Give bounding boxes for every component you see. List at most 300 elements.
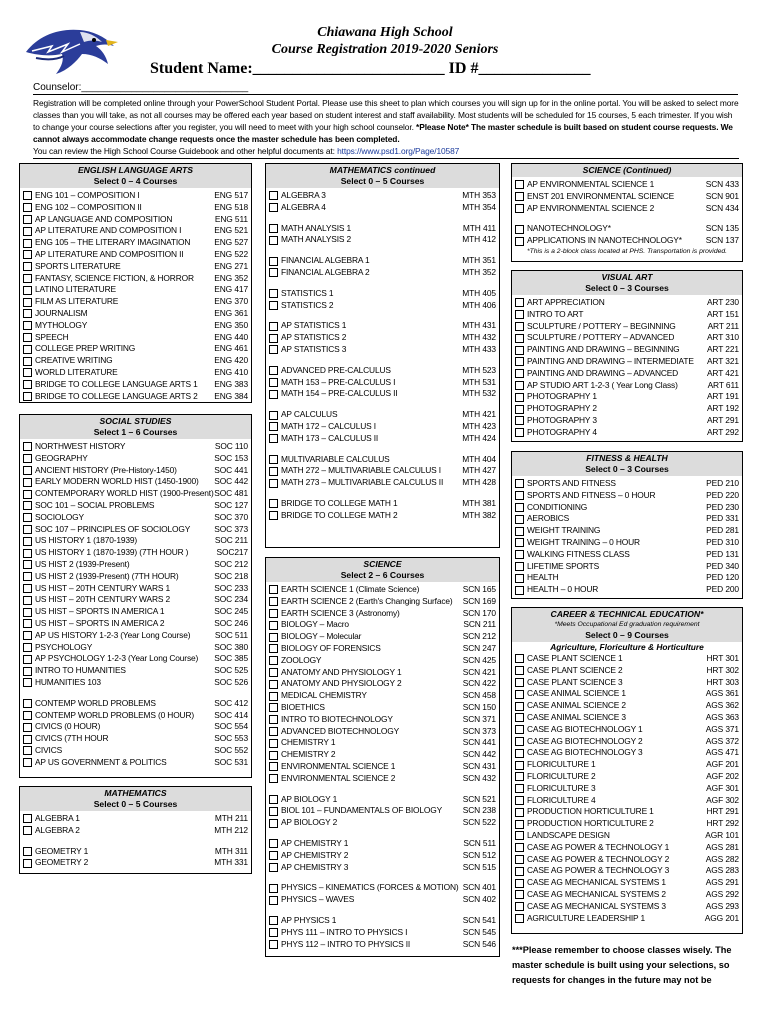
course-checkbox[interactable]	[23, 309, 32, 318]
course-row	[23, 825, 248, 837]
course-checkbox[interactable]	[23, 572, 32, 581]
course-row	[23, 512, 248, 524]
course-checkbox[interactable]	[269, 727, 278, 736]
course-checkbox[interactable]	[23, 699, 32, 708]
course-name: AP CALCULUS	[281, 409, 338, 420]
course-checkbox[interactable]	[515, 867, 524, 876]
course-checkbox[interactable]	[23, 227, 32, 236]
course-code: AGS 291	[705, 877, 739, 888]
course-name: AP STATISTICS 2	[281, 332, 347, 343]
course-checkbox[interactable]	[269, 656, 278, 665]
course-checkbox[interactable]	[23, 501, 32, 510]
course-name: ART APPRECIATION	[527, 297, 605, 307]
course-checkbox[interactable]	[515, 902, 524, 911]
course-checkbox[interactable]	[515, 550, 524, 559]
course-checkbox[interactable]	[23, 608, 32, 617]
course-checkbox[interactable]	[515, 690, 524, 699]
course-checkbox[interactable]	[515, 725, 524, 734]
course-row	[269, 794, 496, 806]
course-name: CASE PLANT SCIENCE 3	[527, 676, 623, 687]
course-checkbox[interactable]	[515, 843, 524, 852]
course-checkbox[interactable]	[269, 739, 278, 748]
counselor-field[interactable]: Counselor:______________________________	[33, 82, 249, 93]
course-checkbox[interactable]	[23, 239, 32, 248]
course-checkbox[interactable]	[515, 914, 524, 923]
course-code: AGS 372	[705, 735, 739, 746]
course-name: PAINTING AND DRAWING – ADVANCED	[527, 367, 679, 378]
course-name: GEOMETRY 2	[35, 857, 89, 868]
section-title: SOCIAL STUDIES	[99, 416, 172, 426]
spacer	[269, 489, 496, 498]
course-checkbox[interactable]	[23, 357, 32, 366]
course-code: SCN 421	[462, 666, 496, 677]
course-row	[515, 665, 739, 677]
course-code: AGR 101	[705, 829, 739, 840]
course-checkbox[interactable]	[23, 321, 32, 330]
course-checkbox[interactable]	[515, 737, 524, 746]
course-checkbox[interactable]	[515, 204, 524, 213]
course-code: MTH 353	[462, 190, 496, 200]
course-checkbox[interactable]	[515, 820, 524, 829]
course-code: AGS 371	[705, 723, 739, 734]
course-row	[515, 771, 739, 783]
course-checkbox[interactable]	[23, 584, 32, 593]
course-row	[515, 537, 739, 549]
course-code: SCN 434	[705, 202, 739, 213]
course-row	[515, 677, 739, 689]
course-checkbox[interactable]	[269, 236, 278, 245]
course-name: CREATIVE WRITING	[35, 355, 113, 366]
course-checkbox[interactable]	[515, 562, 524, 571]
course-row	[515, 191, 739, 203]
course-code: ART 221	[706, 344, 739, 355]
course-row	[515, 391, 739, 403]
course-checkbox[interactable]	[23, 735, 32, 744]
course-checkbox[interactable]	[23, 549, 32, 558]
course-name: US HIST 2 (1939-Present)	[35, 558, 130, 569]
course-name: CONDITIONING	[527, 501, 588, 512]
course-row	[269, 477, 496, 489]
course-row	[269, 643, 496, 655]
course-checkbox[interactable]	[269, 224, 278, 233]
course-checkbox[interactable]	[515, 772, 524, 781]
course-checkbox[interactable]	[23, 678, 32, 687]
course-row	[269, 288, 496, 300]
title-block	[140, 24, 630, 58]
course-checkbox[interactable]	[23, 711, 32, 720]
course-name: INTRO TO HUMANITIES	[35, 665, 126, 676]
course-checkbox[interactable]	[269, 434, 278, 443]
course-checkbox[interactable]	[23, 286, 32, 295]
course-checkbox[interactable]	[515, 515, 524, 524]
course-checkbox[interactable]	[515, 180, 524, 189]
course-name: LATINO LITERATURE	[35, 284, 116, 295]
course-code: ENG 518	[214, 201, 248, 212]
student-name-id-field[interactable]: Student Name:________________________ ID #______________	[150, 60, 591, 77]
course-checkbox[interactable]	[269, 680, 278, 689]
course-code: SCN 546	[462, 938, 496, 949]
course-checkbox[interactable]	[515, 346, 524, 355]
course-checkbox[interactable]	[269, 289, 278, 298]
course-checkbox[interactable]	[269, 268, 278, 277]
course-name: AP BIOLOGY 2	[281, 817, 338, 828]
course-name: PHYS 111 – INTRO TO PHYSICS I	[281, 926, 408, 937]
course-name: AP CHEMISTRY 3	[281, 861, 349, 872]
course-checkbox[interactable]	[269, 819, 278, 828]
course-code: PED 120	[706, 572, 739, 583]
course-code: SOC 246	[214, 617, 248, 628]
course-name: WEIGHT TRAINING	[527, 525, 601, 536]
course-checkbox[interactable]	[23, 368, 32, 377]
course-checkbox[interactable]	[515, 761, 524, 770]
course-checkbox[interactable]	[269, 203, 278, 212]
course-code: MTH 423	[462, 420, 496, 431]
course-row	[515, 427, 739, 439]
course-code: ENG 461	[214, 343, 248, 354]
course-row	[269, 915, 496, 927]
course-row	[23, 249, 248, 261]
guidebook-link[interactable]: https://www.psd1.org/Page/10587	[337, 146, 460, 156]
course-code: PED 210	[706, 478, 739, 488]
course-checkbox[interactable]	[23, 345, 32, 354]
spacer	[269, 829, 496, 838]
course-checkbox[interactable]	[269, 345, 278, 354]
course-name: CASE AG BIOTECHNOLOGY 2	[527, 735, 643, 746]
course-checkbox[interactable]	[269, 795, 278, 804]
course-checkbox[interactable]	[515, 855, 524, 864]
course-checkbox[interactable]	[23, 631, 32, 640]
course-name: FLORICULTURE 1	[527, 759, 596, 770]
course-checkbox[interactable]	[515, 369, 524, 378]
course-row	[515, 712, 739, 724]
section-subtitle: Select 0 – 4 Courses	[93, 176, 178, 186]
course-checkbox[interactable]	[23, 596, 32, 605]
course-checkbox[interactable]	[23, 478, 32, 487]
course-checkbox[interactable]	[269, 928, 278, 937]
course-code: HRT 292	[706, 818, 739, 829]
course-row	[269, 344, 496, 356]
course-code: SCN 165	[462, 584, 496, 594]
course-checkbox[interactable]	[269, 191, 278, 200]
course-checkbox[interactable]	[23, 392, 32, 401]
course-checkbox[interactable]	[269, 585, 278, 594]
course-checkbox[interactable]	[515, 381, 524, 390]
course-code: SCN 238	[462, 805, 496, 816]
course-name: MATH 173 – CALCULUS II	[281, 432, 379, 443]
course-checkbox[interactable]	[23, 380, 32, 389]
course-checkbox[interactable]	[515, 192, 524, 201]
course-name: AP LANGUAGE AND COMPOSITION	[35, 213, 173, 224]
course-code: MTH 331	[214, 857, 248, 868]
course-checkbox[interactable]	[269, 644, 278, 653]
course-name: BIOLOGY – Macro	[281, 619, 349, 630]
course-checkbox[interactable]	[269, 390, 278, 399]
course-code: SOC 553	[214, 733, 248, 744]
section-career-technical	[511, 607, 743, 934]
course-row	[269, 223, 496, 235]
course-row	[23, 225, 248, 237]
course-checkbox[interactable]	[515, 713, 524, 722]
course-name: FANTASY, SCIENCE FICTION, & HORROR	[35, 272, 194, 283]
course-checkbox[interactable]	[515, 879, 524, 888]
course-row	[269, 510, 496, 522]
course-row	[269, 817, 496, 829]
course-checkbox[interactable]	[515, 479, 524, 488]
course-row	[23, 745, 248, 757]
intro-note-bold: *Please Note* The master schedule is built based on student course requests. We cannot always accommodate change requests once the master schedule has been completed.	[33, 122, 733, 144]
course-code: AGS 471	[705, 747, 739, 758]
course-code: ENG 420	[214, 355, 248, 366]
spacer	[269, 785, 496, 794]
course-code: HRT 303	[706, 676, 739, 687]
course-checkbox[interactable]	[269, 334, 278, 343]
course-row	[23, 343, 248, 355]
course-checkbox[interactable]	[515, 586, 524, 595]
course-code: SOC 414	[214, 709, 248, 720]
course-code: AGF 302	[706, 794, 739, 805]
course-checkbox[interactable]	[269, 301, 278, 310]
course-checkbox[interactable]	[269, 692, 278, 701]
course-row	[515, 877, 739, 889]
course-checkbox[interactable]	[269, 511, 278, 520]
course-checkbox[interactable]	[269, 411, 278, 420]
course-code: MTH 431	[462, 320, 496, 331]
course-checkbox[interactable]	[23, 203, 32, 212]
course-checkbox[interactable]	[269, 703, 278, 712]
course-checkbox[interactable]	[23, 525, 32, 534]
course-checkbox[interactable]	[23, 619, 32, 628]
course-code: ENG 521	[214, 225, 248, 236]
section-fitness-health	[511, 451, 743, 599]
course-checkbox[interactable]	[23, 490, 32, 499]
course-checkbox[interactable]	[23, 537, 32, 546]
course-checkbox[interactable]	[269, 839, 278, 848]
course-list	[512, 476, 742, 598]
course-row	[515, 513, 739, 525]
course-name: US HIST – SPORTS IN AMERICA 2	[35, 617, 165, 628]
course-row	[269, 332, 496, 344]
course-code: SCN 515	[462, 861, 496, 872]
course-name: FINANCIAL ALGEBRA 2	[281, 266, 370, 277]
course-row	[269, 190, 496, 202]
course-row	[515, 203, 739, 215]
course-checkbox[interactable]	[269, 455, 278, 464]
course-code: SOC 380	[214, 641, 248, 652]
course-checkbox[interactable]	[269, 940, 278, 949]
course-code: SCN 373	[462, 725, 496, 736]
course-checkbox[interactable]	[23, 746, 32, 755]
course-checkbox[interactable]	[23, 466, 32, 475]
course-checkbox[interactable]	[515, 808, 524, 817]
course-code: SCN 512	[462, 849, 496, 860]
course-code: HRT 301	[706, 653, 739, 663]
course-code: SOC 153	[214, 452, 248, 463]
course-checkbox[interactable]	[269, 597, 278, 606]
course-name: ADVANCED PRE-CALCULUS	[281, 364, 391, 375]
course-list	[512, 295, 742, 441]
course-checkbox[interactable]	[269, 467, 278, 476]
course-checkbox[interactable]	[23, 274, 32, 283]
course-name: MULTIVARIABLE CALCULUS	[281, 453, 390, 464]
course-checkbox[interactable]	[23, 667, 32, 676]
course-code: MTH 406	[462, 299, 496, 310]
course-name: FLORICULTURE 4	[527, 794, 596, 805]
course-checkbox[interactable]	[515, 666, 524, 675]
course-code: AGS 363	[705, 711, 739, 722]
course-checkbox[interactable]	[23, 454, 32, 463]
course-name: US HISTORY 1 (1870-1939) (7TH HOUR )	[35, 547, 189, 558]
course-row	[23, 571, 248, 583]
course-name: CONTEMPORARY WORLD HIST (1900-Present)	[35, 488, 214, 499]
course-row	[269, 631, 496, 643]
course-code: SCN 422	[462, 678, 496, 689]
course-checkbox[interactable]	[515, 428, 524, 437]
course-checkbox[interactable]	[23, 298, 32, 307]
course-checkbox[interactable]	[515, 654, 524, 663]
course-checkbox[interactable]	[269, 366, 278, 375]
course-name: CASE AG BIOTECHNOLOGY 1	[527, 723, 643, 734]
course-code: MTH 352	[462, 266, 496, 277]
course-checkbox[interactable]	[515, 357, 524, 366]
course-list	[20, 439, 251, 771]
course-name: CHEMISTRY 1	[281, 737, 336, 748]
course-list	[20, 188, 251, 404]
course-checkbox[interactable]	[269, 322, 278, 331]
course-checkbox[interactable]	[515, 393, 524, 402]
course-code: AGF 202	[706, 770, 739, 781]
course-name: CIVICS	[35, 744, 63, 755]
course-code: SOC 370	[214, 511, 248, 522]
course-checkbox[interactable]	[269, 668, 278, 677]
course-name: LIFETIME SPORTS	[527, 560, 600, 571]
course-name: BIOLOGY OF FORENSICS	[281, 642, 381, 653]
course-checkbox[interactable]	[515, 503, 524, 512]
course-checkbox[interactable]	[23, 643, 32, 652]
course-name: PHOTOGRAPHY 1	[527, 391, 597, 402]
course-code: ART 192	[706, 403, 739, 414]
course-name: STATISTICS 1	[281, 287, 334, 298]
course-row	[269, 894, 496, 906]
course-row	[269, 388, 496, 400]
course-checkbox[interactable]	[23, 442, 32, 451]
course-checkbox[interactable]	[269, 751, 278, 760]
course-checkbox[interactable]	[23, 847, 32, 856]
course-checkbox[interactable]	[515, 749, 524, 758]
course-checkbox[interactable]	[23, 723, 32, 732]
course-checkbox[interactable]	[23, 758, 32, 767]
course-checkbox[interactable]	[23, 655, 32, 664]
course-name: PHOTOGRAPHY 2	[527, 403, 597, 414]
course-name: LANDSCAPE DESIGN	[527, 829, 610, 840]
course-checkbox[interactable]	[269, 499, 278, 508]
riverhawk-logo-icon	[22, 18, 122, 78]
course-checkbox[interactable]	[23, 215, 32, 224]
course-checkbox[interactable]	[23, 513, 32, 522]
course-checkbox[interactable]	[515, 574, 524, 583]
course-checkbox[interactable]	[515, 322, 524, 331]
course-name: CIVICS (7TH HOUR	[35, 733, 109, 744]
course-checkbox[interactable]	[515, 237, 524, 246]
course-checkbox[interactable]	[269, 479, 278, 488]
course-name: MATH 153 – PRE-CALCULUS I	[281, 376, 396, 387]
course-checkbox[interactable]	[23, 250, 32, 259]
course-checkbox[interactable]	[515, 491, 524, 500]
course-checkbox[interactable]	[23, 560, 32, 569]
course-checkbox[interactable]	[23, 859, 32, 868]
course-checkbox[interactable]	[269, 621, 278, 630]
course-row	[269, 714, 496, 726]
course-checkbox[interactable]	[269, 896, 278, 905]
section-title: ENGLISH LANGUAGE ARTS	[77, 165, 194, 175]
course-checkbox[interactable]	[269, 633, 278, 642]
course-checkbox[interactable]	[269, 916, 278, 925]
course-checkbox[interactable]	[269, 762, 278, 771]
course-code: MTH 532	[462, 388, 496, 399]
course-name: SOC 101 – SOCIAL PROBLEMS	[35, 499, 155, 510]
course-checkbox[interactable]	[515, 334, 524, 343]
course-code: SCN 247	[462, 642, 496, 653]
section-header	[266, 164, 499, 188]
course-checkbox[interactable]	[515, 310, 524, 319]
course-checkbox[interactable]	[515, 538, 524, 547]
course-row	[23, 500, 248, 512]
course-code: ENG 352	[214, 272, 248, 283]
course-name: PSYCHOLOGY	[35, 641, 93, 652]
course-row	[23, 332, 248, 344]
course-checkbox[interactable]	[515, 405, 524, 414]
course-checkbox[interactable]	[269, 422, 278, 431]
course-checkbox[interactable]	[269, 257, 278, 266]
course-checkbox[interactable]	[269, 863, 278, 872]
course-code: SOC217	[216, 547, 248, 558]
course-checkbox[interactable]	[515, 890, 524, 899]
course-checkbox[interactable]	[23, 814, 32, 823]
course-row	[515, 747, 739, 759]
course-checkbox[interactable]	[269, 609, 278, 618]
spacer	[269, 246, 496, 255]
course-checkbox[interactable]	[23, 262, 32, 271]
course-code: SCN 135	[705, 223, 739, 234]
course-checkbox[interactable]	[23, 191, 32, 200]
course-checkbox[interactable]	[515, 225, 524, 234]
course-row	[515, 344, 739, 356]
course-checkbox[interactable]	[269, 378, 278, 387]
course-checkbox[interactable]	[269, 884, 278, 893]
course-checkbox[interactable]	[515, 831, 524, 840]
course-checkbox[interactable]	[515, 416, 524, 425]
spacer	[269, 873, 496, 882]
course-row	[23, 721, 248, 733]
course-row	[23, 630, 248, 642]
course-checkbox[interactable]	[515, 784, 524, 793]
course-row	[23, 284, 248, 296]
course-name: EARTH SCIENCE 1 (Climate Science)	[281, 584, 420, 594]
course-checkbox[interactable]	[515, 527, 524, 536]
course-checkbox[interactable]	[269, 851, 278, 860]
course-checkbox[interactable]	[23, 826, 32, 835]
course-code: AGS 281	[705, 841, 739, 852]
course-checkbox[interactable]	[515, 702, 524, 711]
course-checkbox[interactable]	[515, 678, 524, 687]
section-mathematics-continued	[265, 163, 500, 548]
course-checkbox[interactable]	[269, 715, 278, 724]
course-code: SOC 373	[214, 523, 248, 534]
course-checkbox[interactable]	[269, 774, 278, 783]
course-checkbox[interactable]	[269, 807, 278, 816]
course-checkbox[interactable]	[23, 333, 32, 342]
course-checkbox[interactable]	[515, 796, 524, 805]
course-checkbox[interactable]	[515, 298, 524, 307]
